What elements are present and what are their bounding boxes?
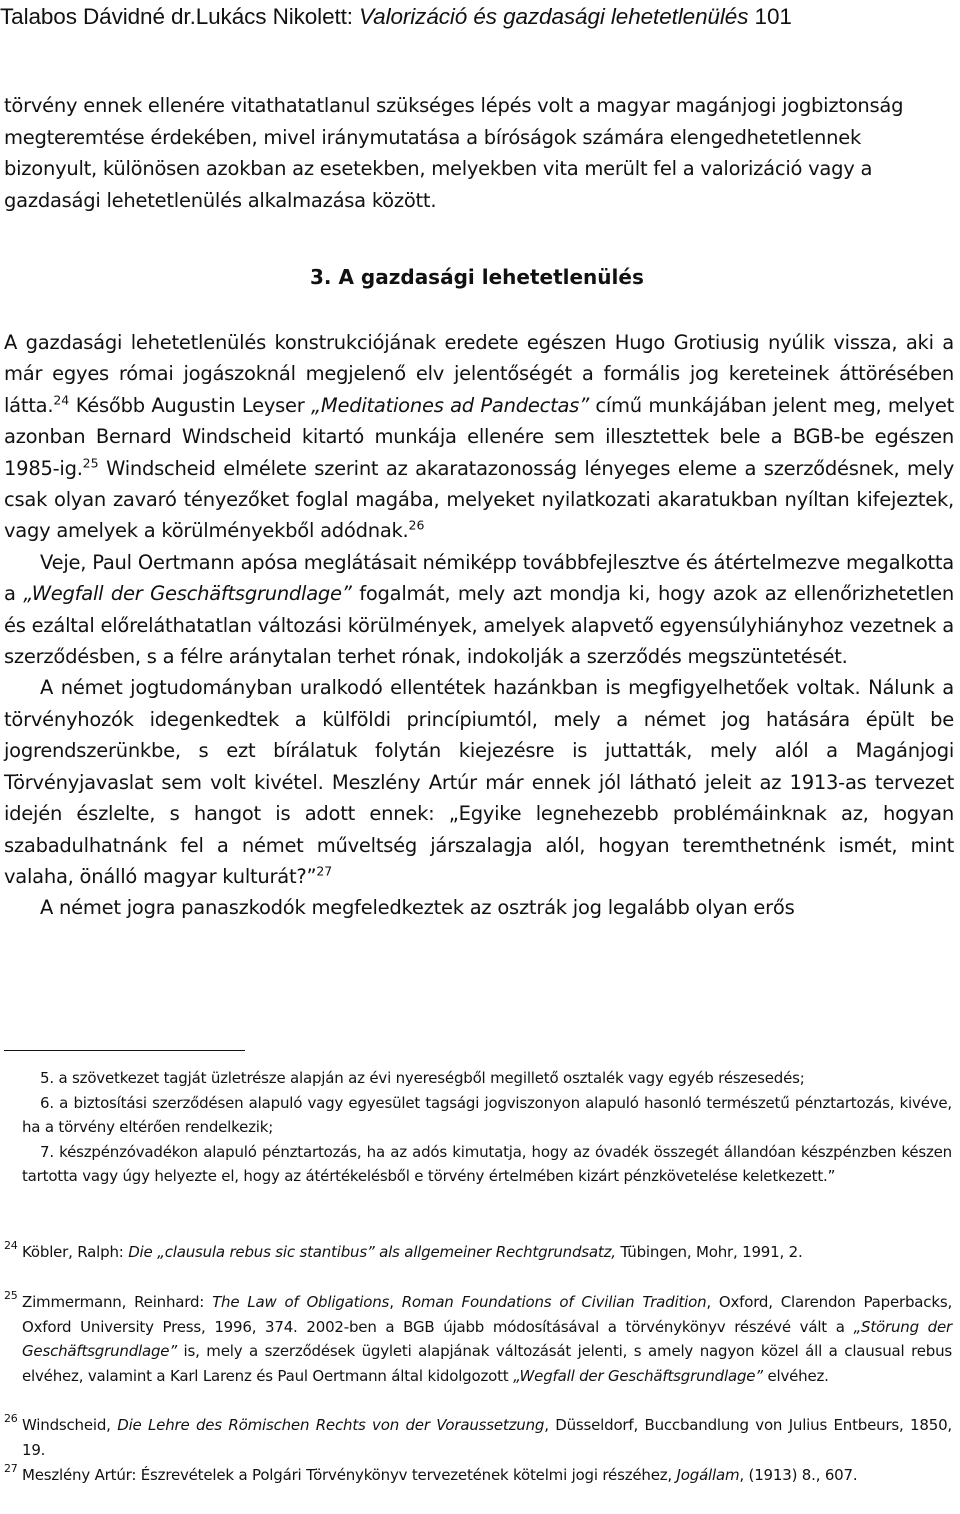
footnote-list-item-6: 6. a biztosítási szerződésen alapuló vagy egyesület tagsági jogviszonyon alapuló hasonló természetű pénztartozás, kivéve, ha a törvény eltérően rendelkezik; bbox=[22, 1093, 952, 1137]
page-number: 101 bbox=[754, 4, 792, 29]
footnote-number: 24 bbox=[4, 1239, 18, 1252]
running-header bbox=[0, 2, 960, 32]
footnote-list-item-7: 7. készpénzóvadékon alapuló pénztartozás, ha az adós kimutatja, hogy az óvadék összegét állandóan készpénzben készen tartotta vagy úgy helyezte el, hogy az átértékelésből e törvény értelmében kizárt pénzkövetelése keletkezett.” bbox=[22, 1142, 952, 1186]
intro-paragraph: törvény ennek ellenére vitathatatlanul szükséges lépés volt a magyar magánjogi jogbiztonság megteremtése érdekében, mivel iránymutatása a bíróságok számára elengedhetetlennek bizonyult, különösen azokban az esetekben, melyekben vita merült fel a valorizáció vagy a gazdasági lehetetlenülés alkalmazása között. bbox=[4, 94, 904, 212]
footnote-ref-27[interactable]: 27 bbox=[316, 863, 333, 879]
footnote-26: 26 Windscheid, Die Lehre des Römischen Rechts von der Voraussetzung, Düsseldorf, Buccbandlung von Julius Entbeurs, 1850, 19. bbox=[4, 1413, 952, 1462]
body-paragraph-4: A német jogra panaszkodók megfeledkeztek az osztrák jog legalább olyan erős bbox=[40, 896, 795, 920]
footnote-ref-25[interactable]: 25 bbox=[82, 455, 99, 471]
term-wegfall: „Wegfall der Geschäftsgrundlage” bbox=[23, 582, 352, 606]
footnote-list-item-5: 5. a szövetkezet tagját üzletrésze alapján az évi nyereségből megillető osztalék vagy egyéb részesedés; bbox=[40, 1069, 805, 1087]
footnote-24: 24 Köbler, Ralph: Die „clausula rebus sic stantibus” als allgemeiner Rechtgrundsatz, Tübingen, Mohr, 1991, 2. bbox=[4, 1240, 952, 1265]
header-title: Valorizáció és gazdasági lehetetlenülés bbox=[359, 4, 749, 29]
footnote-25: 25 Zimmermann, Reinhard: The Law of Obligations, Roman Foundations of Civilian Tradition, Oxford, Clarendon Paperbacks, Oxford University Press, 1996, 374. 2002-ben a BGB újabb módosításával a törvénykönyv részévé vált a „Störung der Geschäftsgrundlage” is, mely a szerződések ügyleti alapjának változását jelenti, s amely nagyon közel áll a clausual rebus elvéhez, valamint a Karl Larenz és Paul Oertmann által kidolgozott „Wegfall der Geschäftsgrundlage” elvéhez. bbox=[4, 1290, 952, 1388]
footnote-number: 25 bbox=[4, 1289, 18, 1302]
footnote-ref-26[interactable]: 26 bbox=[408, 517, 425, 533]
work-title-meditationes: „Meditationes ad Pandectas” bbox=[311, 393, 589, 417]
footnote-27: 27 Meszlény Artúr: Észrevételek a Polgári Törvénykönyv tervezetének kötelmi jogi részéhez, Jogállam, (1913) 8., 607. bbox=[4, 1463, 952, 1488]
body-paragraph-2: Veje, Paul Oertmann apósa meglátásait némiképp továbbfejlesztve és átértelmezve megalkotta a „Wegfall der Geschäftsgrundlage” fogalmát, mely azt mondja ki, hogy azok az ellenőrizhetetlen és ezáltal előreláthatatlan változási körülmények, amelyek alapvető egyensúlyhiányhoz vezetnek a szerződésben, s a félre aránytalan terhet rónak, indokolják a szerződés megszüntetését. bbox=[4, 550, 954, 669]
footnote-number: 27 bbox=[4, 1462, 18, 1475]
footnote-separator bbox=[4, 1050, 245, 1051]
footnote-continuation bbox=[22, 1066, 952, 1189]
body-paragraph-3: A német jogtudományban uralkodó ellentétek hazánkban is megfigyelhetőek voltak. Nálunk a törvényhozók idegenkedtek a külföldi princípiumtól, mely a német jog hatására épült be jogrendszerünkbe, s ezt bírálatuk folytán kiejezésre is juttatták, mely alól a Magánjogi Törvényjavaslat sem volt kivétel. Meszlény Artúr már ennek jól látható jeleit az 1913-as tervezet idején észlelte, s hangot is adott ennek: „Egyike legnehezebb problémáinknak az, hogyan szabadulhatnánk fel a német műveltség járszalagja alól, hogyan teremthetnénk ismét, mint valaha, önálló magyar kulturát?”$^{27}$ bbox=[4, 676, 954, 888]
section-body bbox=[4, 327, 954, 924]
section-heading: 3. A gazdasági lehetetlenülés bbox=[310, 265, 644, 289]
footnote-ref-24[interactable]: 24 bbox=[53, 392, 70, 408]
header-authors: Talabos Dávidné dr.Lukács Nikolett: bbox=[0, 4, 360, 29]
body-paragraph-1: A gazdasági lehetetlenülés konstrukciójának eredete egészen Hugo Grotiusig nyúlik vissza, aki a már egyes római jogászoknál megjelenő elv jelentőségét a formális jog kereteinek áttörésében látta.$^{24}$ Később Augustin Leyser „Meditationes ad Pandectas” című munkájában jelent meg, melyet azonban Bernard Windscheid kitartó munkája ellenére sem illesztettek bele a BGB-be egészen 1985-ig.$^{25}$ Windscheid elmélete szerint az akaratazonosság lényeges eleme a szerződésnek, mely csak olyan zavaró tényezőket foglal magába, melyeket nyilatkozati akaratukban nyíltan kifejeztek, vagy amelyek a körülményekből adódnak.$^{26}$ bbox=[4, 331, 954, 543]
footnote-number: 26 bbox=[4, 1412, 18, 1425]
